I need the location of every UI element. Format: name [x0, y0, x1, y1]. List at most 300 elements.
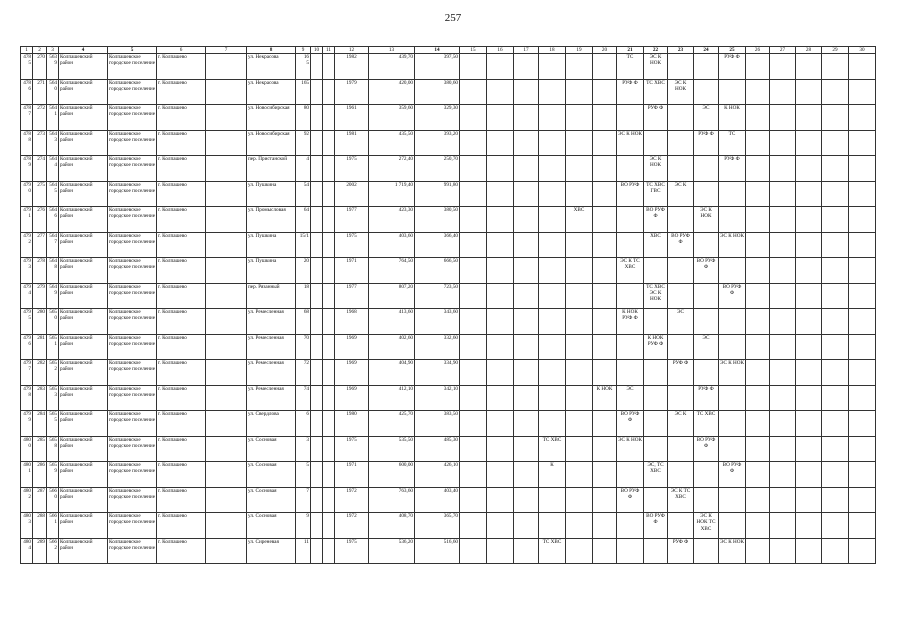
- table-cell: [206, 411, 247, 437]
- table-cell: [796, 130, 822, 156]
- table-cell: [849, 105, 876, 131]
- table-cell: [644, 258, 668, 284]
- table-cell: ЭС К ТС ХВС: [668, 487, 694, 513]
- table-cell: ВО РУФ Ф: [719, 283, 746, 309]
- table-cell: [323, 258, 335, 284]
- table-cell: [719, 436, 746, 462]
- table-cell: [514, 538, 539, 564]
- table-cell: 283: [33, 385, 47, 411]
- table-cell: [311, 334, 323, 360]
- column-header: 14: [415, 47, 460, 54]
- table-cell: [539, 258, 566, 284]
- column-header: 19: [566, 47, 593, 54]
- table-cell: [206, 334, 247, 360]
- table-cell: [593, 462, 617, 488]
- table-cell: 5644: [47, 156, 59, 182]
- table-cell: [539, 360, 566, 386]
- table-cell: [617, 360, 644, 386]
- table-cell: 4802: [21, 487, 33, 513]
- table-cell: [460, 487, 487, 513]
- table-cell: [746, 156, 770, 182]
- table-cell: [206, 79, 247, 105]
- table-cell: [822, 130, 849, 156]
- table-cell: [822, 181, 849, 207]
- table-cell: [514, 436, 539, 462]
- table-cell: ЭС: [668, 309, 694, 335]
- table-cell: [719, 487, 746, 513]
- table-cell: [539, 54, 566, 80]
- table-cell: [311, 181, 323, 207]
- table-cell: 4796: [21, 334, 33, 360]
- table-cell: [593, 79, 617, 105]
- table-cell: [323, 538, 335, 564]
- table-cell: [206, 258, 247, 284]
- table-cell: ул. Ремесленная: [247, 334, 296, 360]
- table-cell: Колпашевское городское поселение: [108, 207, 157, 233]
- table-cell: [539, 130, 566, 156]
- table-cell: 1975: [335, 538, 369, 564]
- table-cell: [514, 156, 539, 182]
- table-cell: [770, 538, 796, 564]
- table-row: [21, 513, 876, 539]
- table-cell: [796, 207, 822, 233]
- table-cell: [206, 130, 247, 156]
- table-row: [21, 487, 876, 513]
- table-cell: 271: [33, 79, 47, 105]
- table-cell: 4792: [21, 232, 33, 258]
- table-cell: 286: [33, 462, 47, 488]
- table-cell: [796, 436, 822, 462]
- table-cell: [514, 411, 539, 437]
- table-cell: [539, 334, 566, 360]
- table-cell: [694, 232, 719, 258]
- table-cell: [694, 487, 719, 513]
- table-cell: [770, 360, 796, 386]
- table-cell: [746, 538, 770, 564]
- table-cell: [822, 207, 849, 233]
- table-row: [21, 105, 876, 131]
- table-cell: 412,10: [369, 385, 415, 411]
- table-cell: Колпашевское городское поселение: [108, 538, 157, 564]
- table-cell: г. Колпашево: [157, 538, 206, 564]
- register-table: [20, 46, 876, 564]
- table-cell: 1981: [335, 130, 369, 156]
- table-cell: 600,00: [369, 462, 415, 488]
- table-cell: [487, 54, 514, 80]
- table-body: [21, 54, 876, 564]
- table-cell: ЭС К: [668, 411, 694, 437]
- table-cell: [593, 538, 617, 564]
- table-cell: [746, 411, 770, 437]
- table-cell: 666,50: [415, 258, 460, 284]
- table-cell: г. Колпашево: [157, 462, 206, 488]
- table-cell: РУФ Ф: [668, 360, 694, 386]
- column-header: 24: [694, 47, 719, 54]
- table-cell: [668, 462, 694, 488]
- table-cell: 68: [296, 309, 311, 335]
- table-cell: ул. Сосновая: [247, 436, 296, 462]
- table-cell: 279: [33, 283, 47, 309]
- table-cell: [460, 538, 487, 564]
- table-cell: [746, 487, 770, 513]
- table-cell: [668, 258, 694, 284]
- table-cell: [719, 385, 746, 411]
- table-cell: 366,40: [415, 232, 460, 258]
- table-cell: ул. Пушкина: [247, 232, 296, 258]
- table-cell: [822, 538, 849, 564]
- table-cell: 380,60: [415, 79, 460, 105]
- table-cell: г. Колпашево: [157, 181, 206, 207]
- table-cell: [514, 513, 539, 539]
- table-cell: г. Колпашево: [157, 334, 206, 360]
- table-cell: Колпашевский район: [59, 334, 108, 360]
- table-row: [21, 538, 876, 564]
- table-cell: [487, 79, 514, 105]
- table-cell: г. Колпашево: [157, 207, 206, 233]
- table-cell: 535,50: [369, 436, 415, 462]
- table-cell: [514, 309, 539, 335]
- table-cell: [539, 156, 566, 182]
- table-cell: ТС ХВС: [539, 436, 566, 462]
- table-cell: ЭС К НОК: [617, 130, 644, 156]
- table-cell: 536,20: [369, 538, 415, 564]
- column-header: 11: [323, 47, 335, 54]
- table-cell: [323, 105, 335, 131]
- table-cell: [311, 130, 323, 156]
- table-cell: [849, 207, 876, 233]
- table-cell: 763,60: [369, 487, 415, 513]
- table-cell: ХВС: [566, 207, 593, 233]
- table-cell: [644, 436, 668, 462]
- table-cell: [566, 54, 593, 80]
- table-cell: ЭС К: [668, 181, 694, 207]
- table-cell: [566, 309, 593, 335]
- table-cell: [311, 207, 323, 233]
- table-cell: ул. Ремесленная: [247, 360, 296, 386]
- table-cell: Колпашевский район: [59, 283, 108, 309]
- table-cell: [694, 309, 719, 335]
- table-cell: 273: [33, 130, 47, 156]
- table-cell: 5647: [47, 232, 59, 258]
- table-cell: 74: [296, 385, 311, 411]
- table-cell: [323, 360, 335, 386]
- table-cell: [323, 54, 335, 80]
- table-cell: [539, 283, 566, 309]
- table-cell: 334,90: [415, 360, 460, 386]
- table-cell: [514, 360, 539, 386]
- table-cell: г. Колпашево: [157, 54, 206, 80]
- table-cell: [460, 79, 487, 105]
- table-cell: ВО РУФ Ф: [719, 462, 746, 488]
- table-cell: ВО РУФ Ф: [617, 411, 644, 437]
- table-cell: [311, 105, 323, 131]
- table-cell: 329,30: [415, 105, 460, 131]
- table-cell: 278: [33, 258, 47, 284]
- table-cell: 5649: [47, 283, 59, 309]
- table-cell: [593, 181, 617, 207]
- table-cell: 397,50: [415, 54, 460, 80]
- table-cell: [849, 309, 876, 335]
- table-cell: [694, 360, 719, 386]
- table-row: [21, 258, 876, 284]
- table-cell: [593, 156, 617, 182]
- table-row: [21, 309, 876, 335]
- table-cell: 274: [33, 156, 47, 182]
- table-cell: [694, 79, 719, 105]
- table-cell: 4790: [21, 181, 33, 207]
- table-cell: 365,70: [415, 513, 460, 539]
- page-number: 257: [444, 12, 462, 24]
- table-cell: 9: [296, 513, 311, 539]
- table-cell: [539, 487, 566, 513]
- table-cell: 1979: [335, 79, 369, 105]
- table-cell: [514, 334, 539, 360]
- table-cell: [460, 513, 487, 539]
- table-cell: ЭС К НОК: [719, 360, 746, 386]
- table-cell: [514, 207, 539, 233]
- table-cell: [849, 181, 876, 207]
- table-cell: [849, 156, 876, 182]
- table-cell: [746, 385, 770, 411]
- table-cell: [668, 334, 694, 360]
- table-cell: Колпашевский район: [59, 411, 108, 437]
- table-cell: [487, 130, 514, 156]
- table-cell: ЭС, ТС ХВС: [644, 462, 668, 488]
- table-cell: [323, 334, 335, 360]
- table-cell: ТС ХВС: [644, 79, 668, 105]
- table-cell: 15/1: [296, 232, 311, 258]
- table-cell: 72: [296, 360, 311, 386]
- table-cell: 1961: [335, 105, 369, 131]
- table-cell: Колпашевское городское поселение: [108, 309, 157, 335]
- table-cell: [770, 462, 796, 488]
- table-cell: 1975: [335, 156, 369, 182]
- table-cell: ТС ХВС ГВС: [644, 181, 668, 207]
- table-cell: [487, 105, 514, 131]
- table-cell: Колпашевское городское поселение: [108, 411, 157, 437]
- header-row: [21, 47, 876, 54]
- table-cell: Колпашевское городское поселение: [108, 487, 157, 513]
- table-cell: [460, 258, 487, 284]
- table-cell: [514, 385, 539, 411]
- table-cell: [719, 207, 746, 233]
- table-cell: Колпашевское городское поселение: [108, 130, 157, 156]
- column-header: 2: [33, 47, 47, 54]
- table-cell: 20: [296, 258, 311, 284]
- table-cell: ЭС: [694, 105, 719, 131]
- column-header: 30: [849, 47, 876, 54]
- table-cell: [644, 411, 668, 437]
- table-cell: Колпашевское городское поселение: [108, 334, 157, 360]
- table-cell: [644, 538, 668, 564]
- table-cell: 5655: [47, 411, 59, 437]
- column-header: 12: [335, 47, 369, 54]
- table-cell: ВО РУФ Ф: [644, 513, 668, 539]
- table-cell: [566, 487, 593, 513]
- table-cell: [644, 130, 668, 156]
- table-cell: 282: [33, 360, 47, 386]
- table-cell: [849, 360, 876, 386]
- table-cell: 425,70: [369, 411, 415, 437]
- table-cell: [796, 360, 822, 386]
- table-cell: [460, 462, 487, 488]
- table-row: [21, 79, 876, 105]
- table-row: [21, 207, 876, 233]
- table-cell: [668, 513, 694, 539]
- column-header: 21: [617, 47, 644, 54]
- column-header: 26: [746, 47, 770, 54]
- table-cell: [746, 130, 770, 156]
- table-cell: [487, 334, 514, 360]
- table-cell: [487, 538, 514, 564]
- table-cell: [539, 181, 566, 207]
- table-cell: [593, 513, 617, 539]
- table-cell: [822, 105, 849, 131]
- table-cell: [311, 54, 323, 80]
- table-cell: [566, 462, 593, 488]
- table-cell: [593, 334, 617, 360]
- table-cell: [206, 232, 247, 258]
- table-cell: [514, 462, 539, 488]
- table-cell: Колпашевский район: [59, 54, 108, 80]
- table-cell: [746, 360, 770, 386]
- table-cell: [822, 54, 849, 80]
- table-cell: [206, 283, 247, 309]
- table-cell: [487, 411, 514, 437]
- table-cell: 413,60: [369, 309, 415, 335]
- table-cell: 423,30: [369, 207, 415, 233]
- table-cell: [796, 232, 822, 258]
- table-cell: Колпашевский район: [59, 79, 108, 105]
- table-cell: [487, 462, 514, 488]
- table-cell: К НОК: [719, 105, 746, 131]
- table-cell: РУФ Ф: [668, 538, 694, 564]
- table-cell: [311, 283, 323, 309]
- table-cell: [593, 105, 617, 131]
- table-cell: ул. Ремесленная: [247, 385, 296, 411]
- table-cell: [539, 232, 566, 258]
- table-cell: 420,00: [369, 79, 415, 105]
- table-cell: [206, 105, 247, 131]
- table-cell: [746, 436, 770, 462]
- table-cell: [796, 487, 822, 513]
- table-cell: 426,10: [415, 462, 460, 488]
- column-header: 28: [796, 47, 822, 54]
- table-cell: [770, 232, 796, 258]
- table-cell: [487, 436, 514, 462]
- table-cell: [796, 513, 822, 539]
- table-cell: [311, 538, 323, 564]
- table-cell: 4798: [21, 385, 33, 411]
- column-header: 22: [644, 47, 668, 54]
- table-cell: [487, 360, 514, 386]
- table-cell: [514, 181, 539, 207]
- table-cell: [593, 258, 617, 284]
- column-header: 6: [157, 47, 206, 54]
- table-cell: [460, 309, 487, 335]
- table-cell: 403,60: [369, 232, 415, 258]
- table-cell: [487, 181, 514, 207]
- table-cell: [460, 411, 487, 437]
- table-cell: [323, 79, 335, 105]
- column-header: 5: [108, 47, 157, 54]
- column-header: 16: [487, 47, 514, 54]
- table-cell: 4787: [21, 105, 33, 131]
- table-cell: [311, 258, 323, 284]
- table-cell: [539, 207, 566, 233]
- table-cell: [311, 360, 323, 386]
- table-cell: [487, 156, 514, 182]
- table-cell: 5651: [47, 334, 59, 360]
- table-cell: 70: [296, 334, 311, 360]
- table-cell: [668, 207, 694, 233]
- table-row: [21, 130, 876, 156]
- table-cell: 380,50: [415, 207, 460, 233]
- table-cell: Колпашевский район: [59, 258, 108, 284]
- table-cell: [514, 54, 539, 80]
- table-cell: ЭС К НОК: [668, 79, 694, 105]
- table-cell: 5645: [47, 181, 59, 207]
- table-cell: 280: [33, 309, 47, 335]
- table-cell: ул. Новосибирская: [247, 105, 296, 131]
- table-cell: [644, 309, 668, 335]
- table-cell: ул. Сиреневая: [247, 538, 296, 564]
- table-cell: 276: [33, 207, 47, 233]
- table-cell: [311, 436, 323, 462]
- column-header: 3: [47, 47, 59, 54]
- table-cell: [849, 334, 876, 360]
- table-cell: ул. Сосновая: [247, 462, 296, 488]
- table-cell: 4800: [21, 436, 33, 462]
- table-cell: [206, 538, 247, 564]
- table-cell: г. Колпашево: [157, 487, 206, 513]
- table-cell: РУФ Ф: [644, 105, 668, 131]
- table-cell: [323, 309, 335, 335]
- table-cell: ХВС: [644, 232, 668, 258]
- table-cell: [822, 79, 849, 105]
- table-cell: [668, 156, 694, 182]
- table-cell: [694, 538, 719, 564]
- table-cell: [514, 79, 539, 105]
- table-cell: ул. Пушкина: [247, 258, 296, 284]
- table-cell: [719, 181, 746, 207]
- table-cell: Колпашевское городское поселение: [108, 513, 157, 539]
- column-header: 4: [59, 47, 108, 54]
- column-header: 9: [296, 47, 311, 54]
- table-cell: пер. Пристанской: [247, 156, 296, 182]
- table-cell: ТС ХВС: [539, 538, 566, 564]
- table-cell: [487, 207, 514, 233]
- table-cell: 393,20: [415, 130, 460, 156]
- table-cell: [796, 105, 822, 131]
- table-cell: [746, 334, 770, 360]
- table-cell: Колпашевский район: [59, 513, 108, 539]
- table-cell: К: [539, 462, 566, 488]
- table-cell: Колпашевский район: [59, 385, 108, 411]
- table-cell: ВО РУФ Ф: [694, 258, 719, 284]
- table-cell: [796, 283, 822, 309]
- table-cell: [822, 411, 849, 437]
- table-cell: [746, 309, 770, 335]
- table-row: [21, 156, 876, 182]
- table-cell: [323, 462, 335, 488]
- table-cell: ул. Некрасова: [247, 54, 296, 80]
- table-cell: г. Колпашево: [157, 436, 206, 462]
- table-cell: 5652: [47, 360, 59, 386]
- table-row: [21, 462, 876, 488]
- table-cell: [311, 487, 323, 513]
- table-cell: [566, 385, 593, 411]
